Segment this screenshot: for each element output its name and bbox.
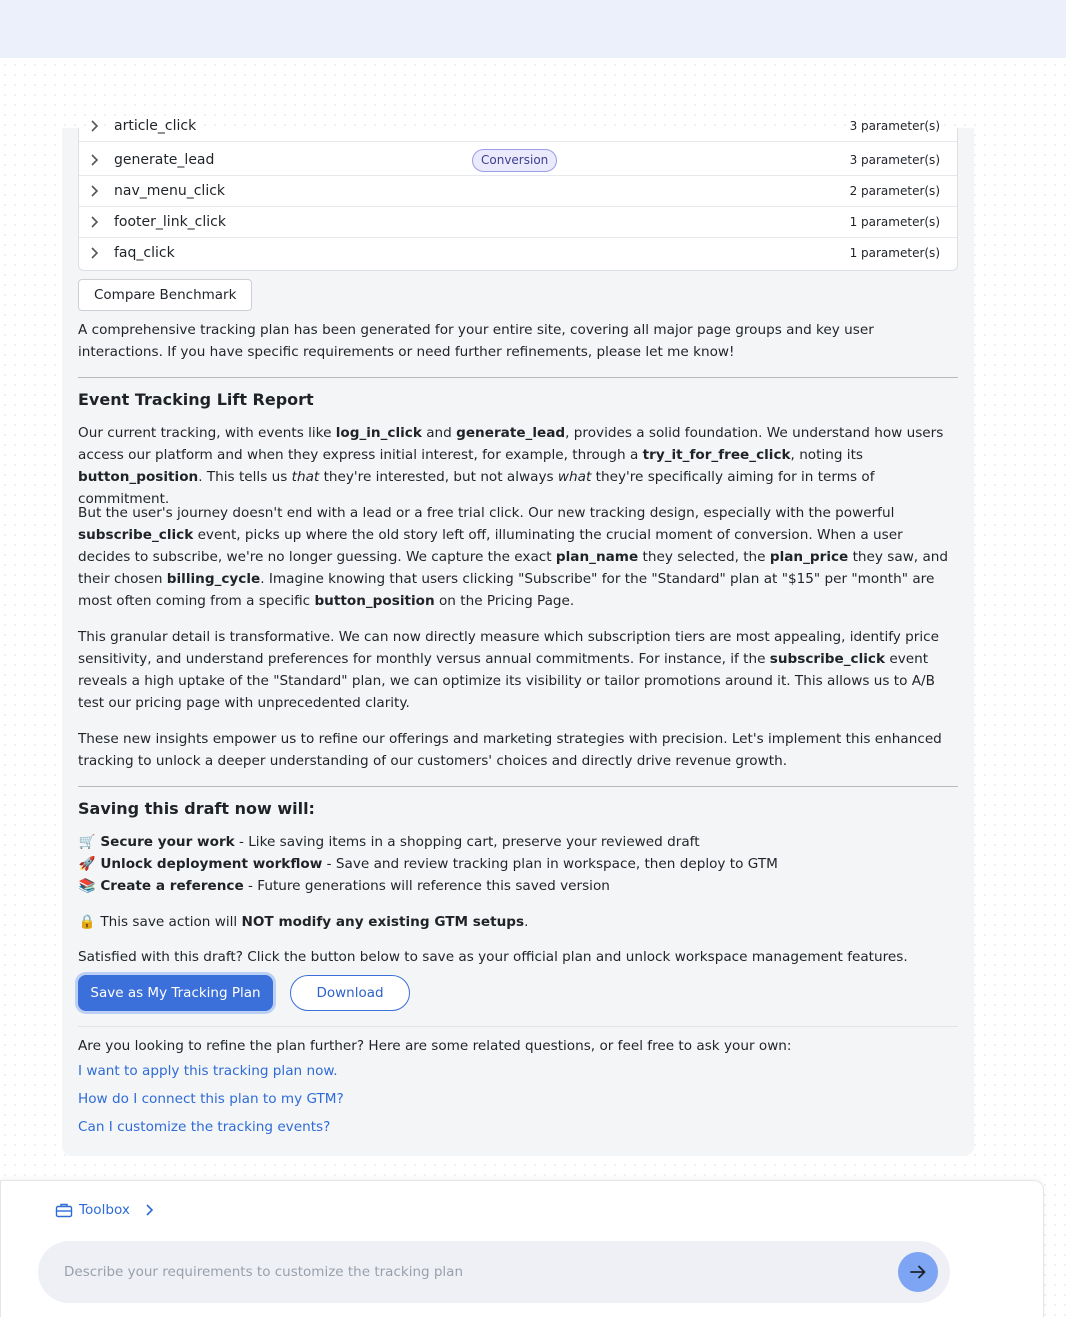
chevron-right-icon[interactable] — [89, 246, 101, 260]
report-paragraph-3: This granular detail is transformative. We can now directly measure which subscription tiers are most appealing, identify price sensitivity, and understand preferences for monthly versus annual commitments. For instance, if the subscribe_click event reveals a high uptake of the "Standard" plan, we can optimize its visibility or tailor promotions around it. This allows us to A/B test our pricing page with unprecedented clarity. — [78, 629, 939, 711]
chevron-right-icon[interactable] — [89, 119, 101, 133]
toolbox-button[interactable] — [55, 1200, 156, 1220]
toolbox-label: Toolbox — [79, 1202, 130, 1218]
report-paragraph-1: Our current tracking, with events like log_in_click and generate_lead, provides a solid foundation. We understand how users access our platform and when they express initial interest, for example, through a try_it_for_free_click, noting its button_position. This tells us that they're interested, but not always what they're specifically aiming for in terms of commitment. — [78, 425, 944, 507]
event-name: nav_menu_click — [114, 183, 226, 199]
event-param-count: 3 parameter(s) — [849, 153, 940, 167]
arrow-right-icon — [908, 1262, 928, 1282]
save-tracking-plan-button[interactable]: Save as My Tracking Plan — [78, 975, 273, 1011]
top-bar — [0, 0, 1066, 58]
chat-composer — [0, 1180, 1044, 1317]
report-paragraph-4: These new insights empower us to refine our offerings and marketing strategies with precision. Let's implement this enhanced tracking to unlock a deeper understanding of our customers' choices and directly drive revenue growth. — [78, 731, 942, 769]
divider — [78, 786, 958, 787]
event-list — [78, 118, 958, 271]
rocket-icon: 🚀 — [78, 856, 96, 872]
followup-question-link[interactable]: Can I customize the tracking events? — [78, 1119, 331, 1135]
message-input[interactable] — [64, 1241, 884, 1303]
send-button[interactable] — [898, 1252, 938, 1292]
chevron-right-icon[interactable] — [89, 153, 101, 167]
assistant-message-card — [62, 118, 974, 1156]
compare-benchmark-button[interactable]: Compare Benchmark — [78, 279, 252, 311]
conversion-badge: Conversion — [472, 149, 557, 172]
message-input-wrapper — [38, 1241, 950, 1303]
save-section-title: Saving this draft now will: — [78, 799, 315, 818]
followup-question-link[interactable]: How do I connect this plan to my GTM? — [78, 1091, 344, 1107]
divider — [78, 1026, 958, 1027]
benefit-item: 📚 Create a reference - Future generations will reference this saved version — [78, 875, 610, 897]
save-note: 🔒 This save action will NOT modify any existing GTM setups. — [78, 911, 528, 933]
event-row[interactable] — [79, 111, 957, 142]
summary-text: A comprehensive tracking plan has been generated for your entire site, covering all major page groups and key user interactions. If you have specific requirements or need further refinements, please let me know! — [78, 322, 874, 360]
benefit-item: 🚀 Unlock deployment workflow - Save and review tracking plan in workspace, then deploy to GTM — [78, 853, 778, 875]
event-param-count: 1 parameter(s) — [849, 215, 940, 229]
download-button[interactable]: Download — [290, 975, 410, 1011]
report-title: Event Tracking Lift Report — [78, 390, 314, 409]
save-prompt: Satisfied with this draft? Click the button below to save as your official plan and unlock workspace management features. — [78, 949, 908, 965]
toolbox-icon — [55, 1202, 73, 1218]
event-param-count: 2 parameter(s) — [849, 184, 940, 198]
benefit-item: 🛒 Secure your work - Like saving items in a shopping cart, preserve your reviewed draft — [78, 831, 700, 853]
books-icon: 📚 — [78, 878, 96, 894]
report-paragraph-2: But the user's journey doesn't end with a lead or a free trial click. Our new tracking design, especially with the powerful subscribe_click event, picks up where the old story left off, illuminating the crucial moment of conversion. When a user decides to subscribe, we're no longer guessing. We capture the exact plan_name they selected, the plan_price they saw, and their chosen billing_cycle. Imagine knowing that users clicking "Subscribe" for the "Standard" plan at "$15" per "month" are most often coming from a specific button_position on the Pricing Page. — [78, 505, 949, 609]
event-row[interactable] — [79, 207, 957, 238]
cart-icon: 🛒 — [78, 834, 96, 850]
chevron-right-icon — [142, 1203, 156, 1217]
divider — [78, 377, 958, 378]
event-name: article_click — [114, 118, 197, 134]
event-name: footer_link_click — [114, 214, 226, 230]
event-name: faq_click — [114, 245, 175, 261]
event-param-count: 1 parameter(s) — [849, 246, 940, 260]
event-row[interactable] — [79, 238, 957, 269]
lock-icon: 🔒 — [78, 914, 96, 930]
followup-question-link[interactable]: I want to apply this tracking plan now. — [78, 1063, 338, 1079]
event-row[interactable] — [79, 176, 957, 207]
event-row[interactable] — [79, 145, 957, 176]
event-param-count: 3 parameter(s) — [849, 119, 940, 133]
chevron-right-icon[interactable] — [89, 215, 101, 229]
followup-intro: Are you looking to refine the plan further? Here are some related questions, or feel free to ask your own: — [78, 1038, 792, 1054]
chevron-right-icon[interactable] — [89, 184, 101, 198]
event-name: generate_lead — [114, 152, 215, 168]
